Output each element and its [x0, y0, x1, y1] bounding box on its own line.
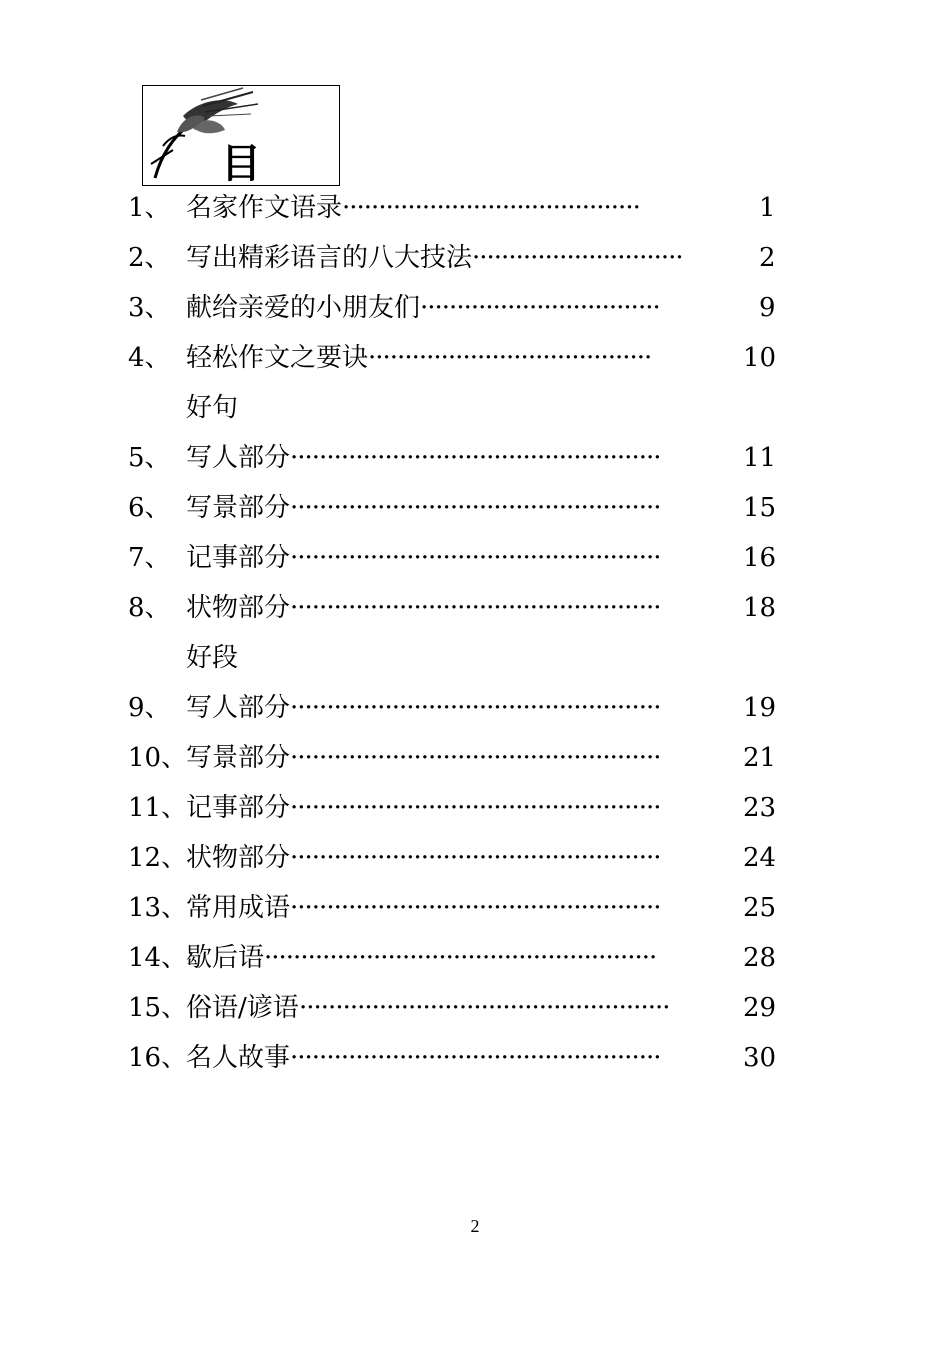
table-of-contents [128, 183, 788, 1083]
toc-leader-dots: ··················································· [299, 993, 670, 1023]
toc-entry-title: 俗语/谚语 [186, 993, 299, 1023]
toc-entry [128, 583, 788, 633]
toc-entry [128, 283, 788, 333]
toc-leader-dots: ··················································· [290, 493, 661, 523]
toc-entry-number: 11、 [128, 793, 188, 823]
toc-entry-number: 6、 [128, 493, 171, 523]
toc-entry-page: 21 [743, 743, 777, 773]
toc-entry-page: 30 [743, 1043, 777, 1073]
toc-leader-dots: ··················································· [290, 593, 661, 623]
toc-entry-title: 写景部分 [186, 493, 291, 523]
section-label-text: 好句 [186, 393, 239, 423]
toc-entry-number: 10、 [128, 743, 188, 773]
toc-entry-title: 写人部分 [186, 443, 291, 473]
toc-entry-page: 18 [743, 593, 777, 623]
toc-entry-page: 19 [743, 693, 777, 723]
toc-leader-dots: ··················································· [290, 543, 661, 573]
toc-entry [128, 833, 788, 883]
toc-entry-page: 10 [743, 343, 777, 373]
toc-entry-number: 3、 [128, 293, 171, 323]
toc-entry-page: 9 [759, 293, 776, 323]
toc-leader-dots: ··················································· [290, 743, 661, 773]
toc-entry [128, 983, 788, 1033]
toc-entry-title: 轻松作文之要诀 [186, 343, 369, 373]
toc-entry-page: 11 [743, 443, 777, 473]
toc-entry-page: 16 [743, 543, 777, 573]
toc-entry-title: 歇后语 [186, 943, 265, 973]
toc-header-title: 目 [221, 141, 281, 186]
toc-entry-title: 献给亲爱的小朋友们 [186, 293, 421, 323]
toc-entry-title: 状物部分 [186, 843, 291, 873]
toc-leader-dots: ······································· [368, 343, 652, 373]
toc-leader-dots: ··················································· [290, 693, 661, 723]
toc-entry-page: 24 [743, 843, 777, 873]
toc-leader-dots: ········································· [342, 193, 640, 223]
toc-entry [128, 183, 788, 233]
toc-entry [128, 233, 788, 283]
toc-entry-number: 12、 [128, 843, 188, 873]
toc-entry-number: 16、 [128, 1043, 188, 1073]
toc-entry [128, 733, 788, 783]
toc-entry-title: 名家作文语录 [186, 193, 343, 223]
section-label-text: 好段 [186, 643, 239, 673]
toc-entry-page: 29 [743, 993, 777, 1023]
toc-entry-page: 2 [759, 243, 776, 273]
toc-entry [128, 933, 788, 983]
toc-header-logo [142, 85, 340, 186]
toc-entry-title: 状物部分 [186, 593, 291, 623]
toc-entry [128, 783, 788, 833]
toc-entry-title: 写出精彩语言的八大技法 [186, 243, 473, 273]
toc-leader-dots: ··················································· [290, 893, 661, 923]
toc-entry-number: 9、 [128, 693, 171, 723]
toc-leader-dots: ······················································ [264, 943, 657, 973]
toc-section-label [128, 633, 788, 683]
toc-entry [128, 333, 788, 383]
toc-entry-page: 23 [743, 793, 777, 823]
toc-leader-dots: ··················································· [290, 793, 661, 823]
toc-entry-number: 15、 [128, 993, 188, 1023]
toc-entry [128, 533, 788, 583]
toc-entry-title: 记事部分 [186, 543, 291, 573]
toc-entry-number: 2、 [128, 243, 171, 273]
toc-leader-dots: ··················································· [290, 843, 661, 873]
toc-leader-dots: ····························· [472, 243, 683, 273]
toc-leader-dots: ··················································· [290, 1043, 661, 1073]
toc-leader-dots: ································· [420, 293, 660, 323]
toc-entry-page: 15 [743, 493, 777, 523]
toc-entry-title: 名人故事 [186, 1043, 291, 1073]
toc-entry-number: 8、 [128, 593, 171, 623]
toc-entry-title: 写人部分 [186, 693, 291, 723]
toc-section-label [128, 383, 788, 433]
toc-entry [128, 683, 788, 733]
toc-entry-page: 28 [743, 943, 777, 973]
toc-entry-page: 1 [759, 193, 776, 223]
toc-entry-number: 4、 [128, 343, 171, 373]
toc-entry [128, 483, 788, 533]
toc-entry-number: 5、 [128, 443, 171, 473]
toc-entry [128, 883, 788, 933]
toc-entry-title: 记事部分 [186, 793, 291, 823]
toc-entry-number: 14、 [128, 943, 188, 973]
toc-entry [128, 433, 788, 483]
toc-entry-number: 7、 [128, 543, 171, 573]
toc-leader-dots: ··················································· [290, 443, 661, 473]
toc-entry-title: 常用成语 [186, 893, 291, 923]
toc-entry-page: 25 [743, 893, 777, 923]
toc-entry-title: 写景部分 [186, 743, 291, 773]
toc-entry-number: 13、 [128, 893, 188, 923]
page-number: 2 [470, 1216, 480, 1236]
toc-entry [128, 1033, 788, 1083]
toc-entry-number: 1、 [128, 193, 171, 223]
